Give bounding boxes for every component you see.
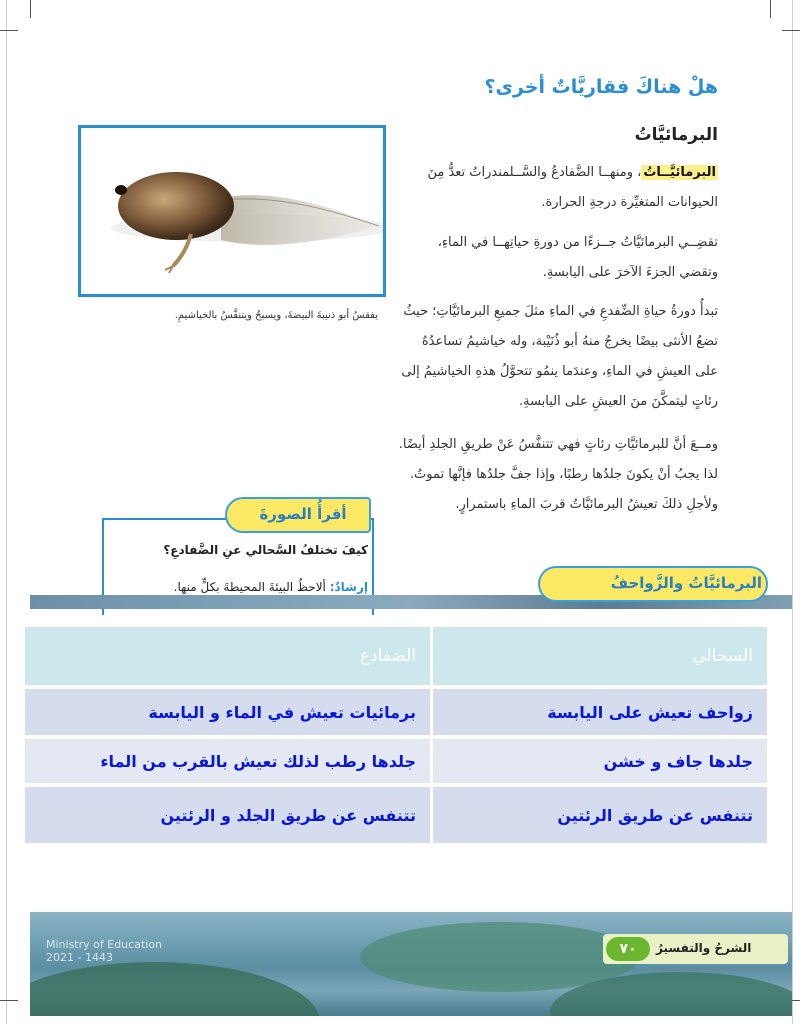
table-cell: جلدها جاف و خشن <box>433 739 767 783</box>
read-picture-hint <box>174 580 368 594</box>
section-heading: هلْ هناكَ فقاريَّاتٌ أخرى؟ <box>484 76 718 98</box>
paragraph-1 <box>398 158 718 218</box>
table-row <box>25 739 767 783</box>
crop-mark <box>0 1000 18 1001</box>
paragraph-3: تبدأُ دورةُ حياةِ الضِّفدعِ في الماءِ مثلَ جميعِ البرمائيَّاتِ؛ حيثُ تضعُ الأنثى بيضًا يخرجُ منهُ أبو ذُنَيْبة، وله خياشيمُ تساعدُهُ على العيشِ في الماءِ، وعندَما ينمُو تتحوَّلُ هذهِ الخياشيمُ إلى رئاتٍ ليتمكَّنَ منَ العيشِ على اليابسةِ. <box>401 304 718 409</box>
watermark-line: Ministry of Education <box>46 938 163 951</box>
comparison-table <box>25 627 767 843</box>
subheading: البرمائيَّاتُ <box>634 125 718 145</box>
table-cell: تتنفس عن طريق الجلد و الرئتين <box>25 787 430 843</box>
tadpole-illustration <box>81 128 383 294</box>
table-cell: جلدها رطب لذلك تعيش بالقرب من الماء <box>25 739 430 783</box>
lily-pad-shape <box>30 962 320 1016</box>
table-header-row <box>25 627 767 685</box>
paragraph-2: تقضِــي البرمائيَّاتُ جــزءًا من دورةِ حياتِهــا في الماءِ، وتقضي الجزءَ الآخرَ على اليابسةِ. <box>437 235 718 280</box>
paragraph-4: ومــعَ أنَّ للبرمائيَّاتِ رئاتٍ فهي تتنفَّسُ عَنْ طريقِ الجلدِ أيضًا. لذا يجبُ أنْ يكونَ جلدُها رطبًا، وإذا جفَّ جلدُها فإنَّها تموتُ. ولأجلِ ذلكَ تعيشُ البرمائيَّاتُ قربَ الماءِ باستمرارٍ. <box>398 437 718 512</box>
paragraph-1-text: ، ومنهــا الضَّفادعُ والسَّــلمندراتُ تعدُّ مِنَ الحيوانات المتغيِّرة درجةِ الحرارة. <box>427 165 718 210</box>
table-row <box>25 689 767 735</box>
photo-caption: يفقسُ أبو ذنيبةَ البيضةَ، ويسبحُ ويتنفَّسُ بالخياشيمِ. <box>174 310 378 321</box>
crop-mark <box>30 0 31 18</box>
section-tab-label: البرمائيَّاتُ والزَّواحفُ <box>610 574 762 592</box>
hint-text: ألاحظُ البيئةَ المحيطةَ بكلٍّ منها. <box>173 580 330 594</box>
read-picture-question: كيفَ تختلفُ السَّحالي عنِ الضَّفادعِ؟ <box>163 543 368 557</box>
table-cell: تتنفس عن طريق الرئتين <box>433 787 767 843</box>
page-border-right <box>792 0 793 1024</box>
watermark-line: 2021 - 1443 <box>46 951 113 964</box>
crop-mark <box>782 30 800 31</box>
read-picture-label: أقرأُ الصورةَ <box>259 505 347 523</box>
tadpole-photo <box>78 125 386 297</box>
crop-mark <box>0 30 18 31</box>
ministry-watermark <box>46 938 162 964</box>
hint-label: إرشادٌ: <box>329 580 368 594</box>
page-footer-label: الشرحُ والتفسيرُ <box>656 941 752 955</box>
crop-mark <box>770 0 771 18</box>
page-number: ٧٠ <box>606 937 650 961</box>
table-row <box>25 787 767 843</box>
table-header-cell: السحالي <box>433 627 767 685</box>
highlighted-term: البرمائيَّــاتُ <box>643 165 716 180</box>
page-border-left <box>6 0 7 1024</box>
table-header-cell: الضفادع <box>25 627 430 685</box>
table-cell: برمائيات تعيش في الماء و اليابسة <box>25 689 430 735</box>
lily-pad-photo <box>30 912 792 1016</box>
table-cell: زواحف تعيش على اليابسة <box>433 689 767 735</box>
